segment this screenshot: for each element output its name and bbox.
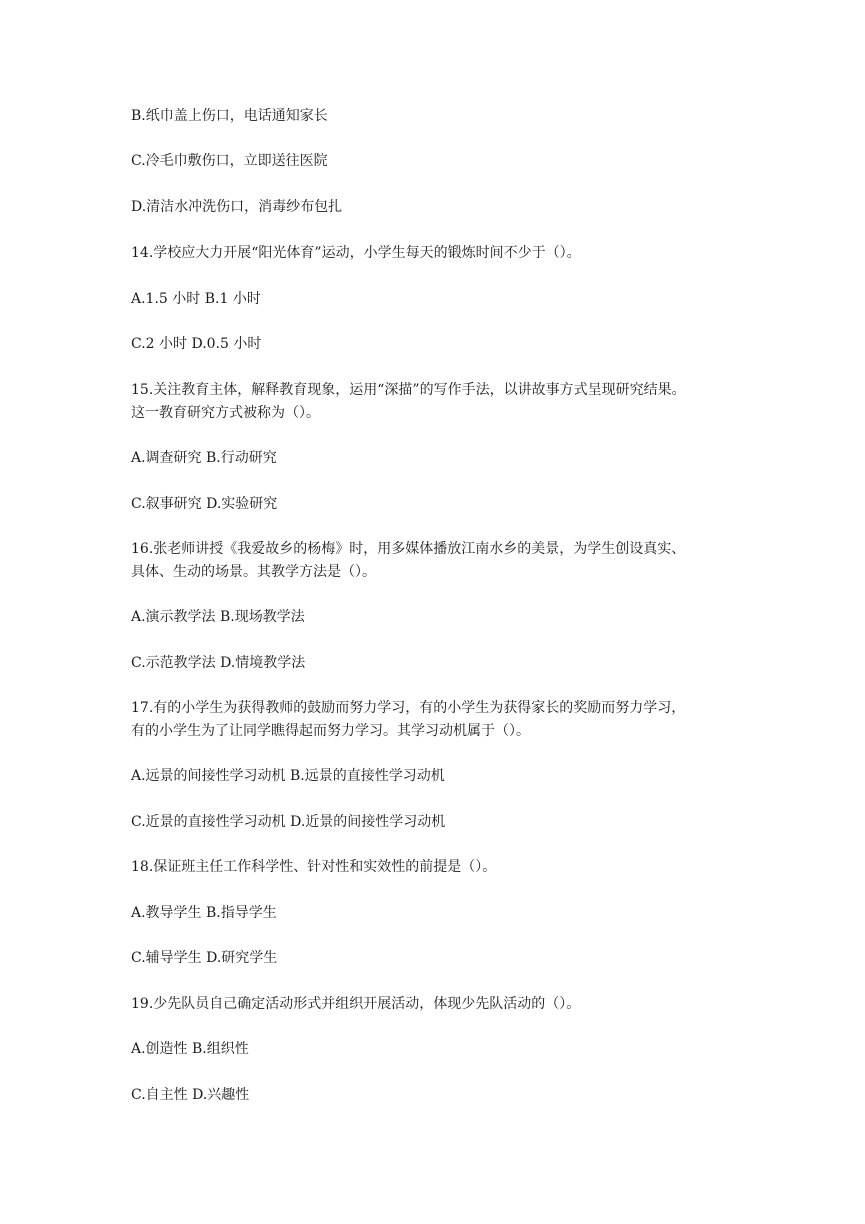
option-line: C.叙事研究 D.实验研究 — [131, 496, 278, 512]
question-line: 15.关注教育主体，解释教育现象，运用“深描”的写作手法，以讲故事方式呈现研究结果。 — [131, 382, 686, 398]
option-line: A.调查研究 B.行动研究 — [131, 450, 277, 466]
option-line: D.清洁水冲洗伤口，消毒纱布包扎 — [131, 199, 343, 215]
option-line: C.辅导学生 D.研究学生 — [131, 950, 278, 966]
option-line: C.2 小时 D.0.5 小时 — [131, 336, 262, 352]
option-line: C.近景的直接性学习动机 D.近景的间接性学习动机 — [131, 814, 446, 830]
option-line: C.自主性 D.兴趣性 — [131, 1087, 250, 1103]
option-line: A.1.5 小时 B.1 小时 — [131, 291, 261, 307]
question-line: 18.保证班主任工作科学性、针对性和实效性的前提是（）。 — [131, 859, 497, 875]
question-line: 有的小学生为了让同学瞧得起而努力学习。其学习动机属于（）。 — [131, 723, 530, 739]
question-line: 14.学校应大力开展“阳光体育”运动，小学生每天的锻炼时间不少于（）。 — [131, 245, 581, 261]
question-line: 这一教育研究方式被称为（）。 — [131, 405, 320, 421]
option-line: A.教导学生 B.指导学生 — [131, 905, 277, 921]
option-line: C.冷毛巾敷伤口，立即送往医院 — [131, 153, 328, 169]
question-line: 16.张老师讲授《我爱故乡的杨梅》时，用多媒体播放江南水乡的美景，为学生创设真实、 — [131, 541, 686, 557]
option-line: A.创造性 B.组织性 — [131, 1041, 249, 1057]
question-line: 具体、生动的场景。其教学方法是（）。 — [131, 564, 376, 580]
option-line: C.示范教学法 D.情境教学法 — [131, 655, 306, 671]
option-line: B.纸巾盖上伤口，电话通知家长 — [131, 108, 328, 124]
option-line: A.远景的间接性学习动机 B.远景的直接性学习动机 — [131, 768, 445, 784]
option-line: A.演示教学法 B.现场教学法 — [131, 609, 305, 625]
question-line: 17.有的小学生为获得教师的鼓励而努力学习，有的小学生为获得家长的奖励而努力学习， — [131, 700, 686, 716]
question-line: 19.少先队员自己确定活动形式并组织开展活动，体现少先队活动的（）。 — [131, 996, 581, 1012]
